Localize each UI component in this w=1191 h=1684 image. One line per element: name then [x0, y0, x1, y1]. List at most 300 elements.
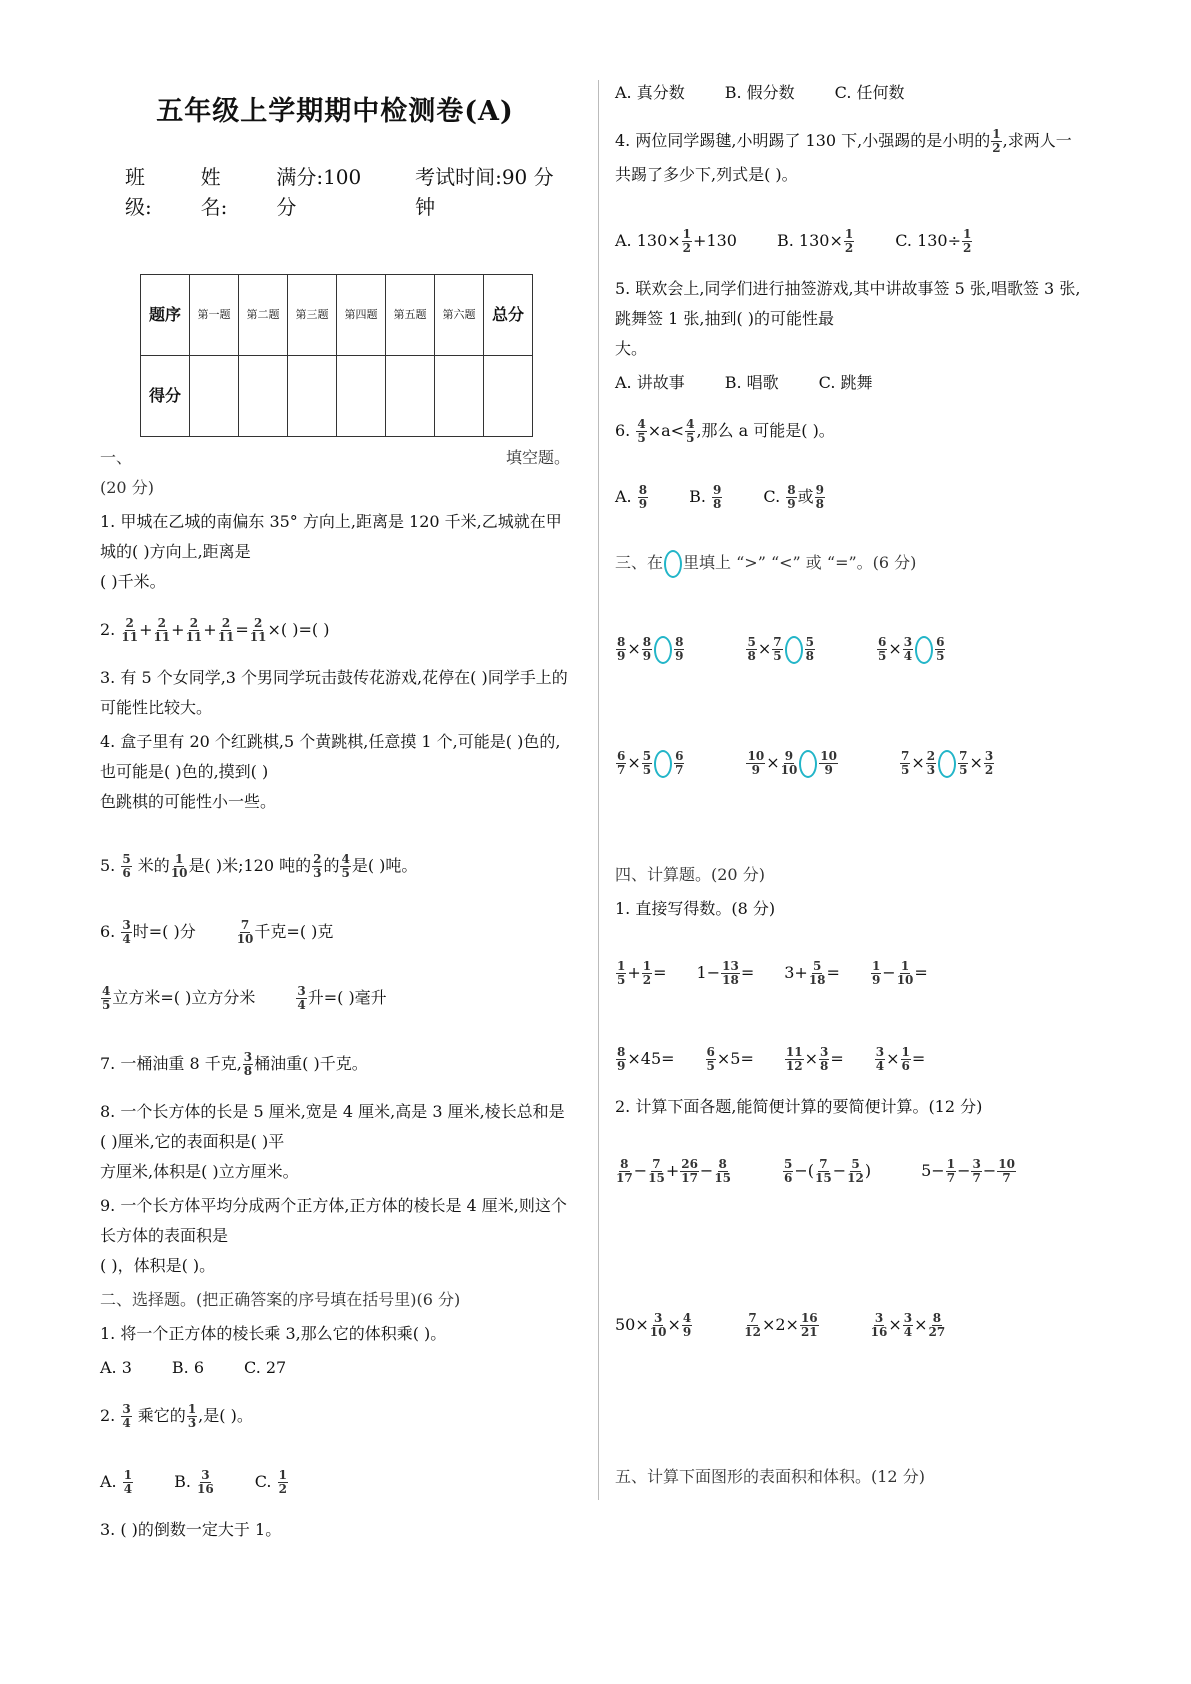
expr-text: =: [653, 963, 667, 982]
fraction: [642, 960, 652, 987]
denominator: 2: [992, 141, 1001, 155]
expr-text: ,那么 a 可能是( )。: [696, 421, 835, 440]
direct-calc-item: [697, 956, 755, 990]
question-2-4-options: [615, 224, 1085, 258]
question-1-7: [100, 1047, 570, 1081]
column-header: 第一题: [190, 275, 239, 356]
section4-title: 四、计算题。(20 分): [615, 865, 765, 884]
fraction: [929, 1312, 946, 1339]
expr-text: 2.: [100, 1406, 121, 1425]
calc-row: [615, 1308, 1085, 1342]
numerator: 8: [675, 635, 684, 649]
denominator: 4: [123, 1482, 133, 1496]
column-header: 第六题: [435, 275, 484, 356]
fraction: [312, 853, 322, 880]
option-a: A. 讲故事: [615, 373, 685, 392]
fraction: [847, 1158, 864, 1185]
question-2-6: [615, 414, 1085, 448]
column-header: 第二题: [239, 275, 288, 356]
question-1-1-cont: ( )千米。: [100, 572, 166, 591]
fraction: [616, 1158, 633, 1185]
fraction: [901, 1046, 911, 1073]
denominator: 27: [928, 1325, 946, 1339]
denominator: 15: [648, 1171, 665, 1185]
answer-circle[interactable]: [664, 550, 682, 578]
numerator: 4: [682, 1311, 692, 1325]
fraction: [962, 228, 972, 255]
question-1-1: 1. 甲城在乙城的南偏东 35° 方向上,距离是 120 千米,乙城就在甲城的( )方向上,距离是: [100, 512, 562, 561]
fraction: [296, 985, 306, 1012]
option-b: [777, 224, 855, 258]
answer-circle[interactable]: [785, 636, 803, 664]
score-table-score-row: [141, 356, 533, 437]
question-1-8-cont: 方厘米,体积是( )立方厘米。: [100, 1162, 299, 1181]
numerator: 1: [963, 227, 972, 241]
exam-info: [100, 162, 570, 222]
expr-text: 7. 一桶油重 8 千克,: [100, 1054, 242, 1073]
fraction: [642, 636, 652, 663]
numerator: 3: [984, 749, 994, 763]
expr-text: =: [914, 963, 928, 982]
numerator: 1: [871, 959, 881, 973]
fraction: [871, 1312, 888, 1339]
expr-text: +130: [693, 231, 737, 250]
denominator: 5: [901, 763, 910, 777]
expr-text: ×: [804, 1049, 818, 1068]
direct-calc-item: [705, 1042, 754, 1076]
compare-item[interactable]: [899, 746, 995, 780]
answer-circle[interactable]: [654, 636, 672, 664]
section1-header: [100, 443, 570, 473]
numerator: 3: [122, 918, 131, 932]
numerator: 1: [187, 1402, 197, 1416]
expr-text: =: [911, 1049, 926, 1068]
question-1-4: 4. 盒子里有 20 个红跳棋,5 个黄跳棋,任意摸 1 个,可能是( )色的,也可能是( )色的,摸到( ): [100, 732, 561, 781]
expr-text: 6.: [615, 421, 636, 440]
fraction: [616, 636, 626, 663]
denominator: 2: [984, 763, 994, 777]
numerator: 4: [686, 417, 695, 431]
expr-text: =: [826, 963, 840, 982]
denominator: 9: [787, 497, 796, 511]
expr-text: −: [957, 1161, 971, 1180]
expr-text: −(: [794, 1161, 815, 1180]
section1-points: (20 分): [100, 478, 154, 497]
expr-text: ,求两人一共踢了多少下,列式是( )。: [615, 131, 1072, 184]
denominator: 7: [675, 763, 684, 777]
question-1-2: [100, 613, 570, 647]
row-header: 得分: [141, 356, 190, 437]
numerator: 3: [201, 1468, 210, 1482]
denominator: 4: [903, 1325, 913, 1339]
expr-text: ×: [667, 1315, 681, 1334]
direct-calc-row: [615, 1042, 1085, 1076]
expr-text: =: [235, 620, 249, 639]
numerator: 2: [221, 616, 231, 630]
denominator: 6: [122, 866, 131, 880]
fraction: [616, 750, 626, 777]
numerator: 1: [992, 127, 1001, 141]
numerator: 6: [877, 635, 887, 649]
denominator: 4: [297, 998, 306, 1012]
expr-text: 3+: [784, 963, 808, 982]
compare-item[interactable]: [615, 746, 685, 780]
fraction: [721, 960, 740, 987]
answer-circle[interactable]: [654, 750, 672, 778]
denominator: 9: [675, 649, 684, 663]
numerator: 3: [820, 1045, 829, 1059]
expr-text: A.: [615, 487, 637, 506]
fraction: [616, 1046, 626, 1073]
numerator: 5: [747, 635, 756, 649]
fraction: [714, 1158, 731, 1185]
numerator: 3: [653, 1311, 663, 1325]
question-2-5: 5. 联欢会上,同学们进行抽签游戏,其中讲故事签 5 张,唱歌签 3 张,跳舞签 1 张,抽到( )的可能性最: [615, 279, 1081, 328]
denominator: 5: [686, 431, 695, 445]
fraction: [674, 750, 684, 777]
denominator: 9: [617, 1059, 626, 1073]
expr-text: A.: [100, 1472, 122, 1491]
score-table-header-row: [141, 275, 533, 356]
name-label: 姓名:: [200, 165, 228, 219]
numerator: 3: [903, 635, 913, 649]
expr-text: B. 130×: [776, 231, 843, 250]
expr-text: 里填上 “>” “<” 或 “=”。(6 分): [683, 553, 917, 572]
numerator: 4: [341, 852, 350, 866]
fraction: [991, 128, 1001, 155]
fraction: [935, 636, 945, 663]
denominator: 16: [197, 1482, 214, 1496]
denominator: 6: [784, 1171, 793, 1185]
denominator: 21: [800, 1325, 818, 1339]
fraction: [121, 617, 138, 644]
expr-text: C.: [763, 487, 786, 506]
denominator: 11: [153, 630, 171, 644]
numerator: 26: [681, 1157, 698, 1171]
score-cell[interactable]: [190, 356, 239, 437]
question-1-8: 8. 一个长方体的长是 5 厘米,宽是 4 厘米,高是 3 厘米,棱长总和是( )厘米,它的表面积是( )平: [100, 1102, 565, 1151]
calc-item: [921, 1154, 1017, 1188]
numerator: 7: [819, 1157, 828, 1171]
denominator: 3: [313, 866, 322, 880]
fraction: [815, 484, 825, 511]
calc-item: [615, 1308, 693, 1342]
calc-item: [782, 1154, 871, 1188]
question-2-1-options: [100, 1353, 570, 1383]
numerator: 7: [773, 635, 782, 649]
answer-circle[interactable]: [915, 636, 933, 664]
expr-text: C.: [254, 1472, 277, 1491]
compare-item[interactable]: [615, 632, 685, 666]
fraction: [123, 1469, 133, 1496]
denominator: 10: [170, 866, 188, 880]
numerator: 7: [652, 1157, 661, 1171]
denominator: 10: [896, 973, 914, 987]
fraction: [819, 750, 838, 777]
expr-text: 乘它的: [132, 1406, 186, 1425]
question-1-6-row2: [100, 981, 570, 1015]
numerator: 5: [122, 852, 131, 866]
fraction: [903, 1312, 913, 1339]
denominator: 8: [713, 497, 722, 511]
expr-text: −: [982, 1161, 997, 1180]
fraction: [153, 617, 170, 644]
numerator: 3: [903, 1311, 913, 1325]
option-c: C. 27: [244, 1358, 287, 1377]
expr-text: +: [627, 963, 641, 982]
fraction: [636, 418, 646, 445]
fraction: [278, 1469, 288, 1496]
fraction: [958, 750, 968, 777]
denominator: 4: [122, 1416, 131, 1430]
numerator: 1: [900, 959, 910, 973]
fraction: [984, 750, 994, 777]
section2-title: 二、选择题。(把正确答案的序号填在括号里)(6 分): [100, 1290, 461, 1309]
numerator: 10: [998, 1157, 1015, 1171]
option-b: B. 6: [171, 1358, 205, 1377]
question-2-6-options: [615, 480, 1085, 514]
class-label: 班级:: [125, 165, 152, 219]
score-cell[interactable]: [337, 356, 386, 437]
column-header: 总分: [484, 275, 533, 356]
calc-item: [743, 1308, 819, 1342]
fraction: [997, 1158, 1016, 1185]
fraction: [903, 636, 913, 663]
denominator: 2: [278, 1482, 287, 1496]
question-1-5: [100, 849, 570, 883]
option-a: A. 3: [100, 1358, 132, 1377]
expr-text: 50×: [615, 1315, 649, 1334]
score-cell[interactable]: [239, 356, 288, 437]
fraction: [674, 636, 684, 663]
compare-item[interactable]: [745, 632, 815, 666]
denominator: 5: [936, 649, 945, 663]
option-c: C. 跳舞: [818, 373, 873, 392]
score-cell[interactable]: [484, 356, 533, 437]
row-header: 题序: [141, 275, 190, 356]
numerator: 3: [972, 1157, 981, 1171]
question-2-3-options: [615, 78, 1085, 108]
direct-calc-item: [615, 1042, 675, 1076]
question-2-3: 3. ( )的倒数一定大于 1。: [100, 1520, 282, 1539]
answer-circle[interactable]: [799, 750, 817, 778]
score-table: [140, 274, 533, 437]
numerator: 8: [787, 483, 796, 497]
denominator: 11: [121, 630, 139, 644]
denominator: 11: [185, 630, 203, 644]
expr-text: 三、在: [615, 553, 664, 572]
expr-text: ×: [766, 753, 780, 772]
question-2-2: [100, 1399, 570, 1433]
calc-row: [615, 1154, 1085, 1188]
section4-sub2: 2. 计算下面各题,能简便计算的要简便计算。(12 分): [615, 1097, 983, 1116]
option-c: [255, 1465, 289, 1499]
numerator: 11: [785, 1045, 803, 1059]
expr-text: 1−: [696, 963, 721, 982]
fraction: [121, 853, 131, 880]
option-c: C. 任何数: [834, 83, 905, 102]
option-c: [895, 224, 973, 258]
numerator: 9: [815, 483, 824, 497]
fraction: [815, 1158, 832, 1185]
score-cell[interactable]: [435, 356, 484, 437]
numerator: 2: [253, 616, 263, 630]
denominator: 7: [946, 1171, 956, 1185]
fraction: [971, 1158, 981, 1185]
expr-text: A. 130×: [615, 231, 681, 250]
direct-calc-item: [870, 956, 928, 990]
fraction: [946, 1158, 956, 1185]
expr-text: ×: [911, 753, 925, 772]
denominator: 12: [744, 1325, 761, 1339]
numerator: 1: [642, 959, 652, 973]
numerator: 6: [706, 1045, 715, 1059]
score-cell[interactable]: [386, 356, 435, 437]
expr-text: 或: [797, 487, 814, 506]
numerator: 5: [784, 1157, 793, 1171]
denominator: 17: [616, 1171, 633, 1185]
fraction: [746, 636, 756, 663]
fraction: [712, 484, 722, 511]
fraction: [786, 484, 796, 511]
denominator: 4: [875, 1059, 885, 1073]
denominator: 7: [617, 763, 626, 777]
fraction: [875, 1046, 885, 1073]
numerator: 5: [642, 749, 652, 763]
question-1-9-cont: ( )，体积是( )。: [100, 1256, 216, 1275]
numerator: 16: [800, 1311, 818, 1325]
expr-text: 升=( )毫升: [307, 988, 387, 1007]
section1-title: 填空题。: [505, 448, 570, 467]
fraction: [650, 1312, 667, 1339]
direct-calc-item: [784, 956, 840, 990]
numerator: 3: [874, 1311, 884, 1325]
expr-text: 米的: [132, 856, 170, 875]
fraction: [844, 228, 854, 255]
numerator: 6: [617, 749, 626, 763]
expr-text: ×: [886, 1049, 900, 1068]
expr-text: −: [882, 963, 896, 982]
expr-text: ×: [888, 639, 902, 658]
fraction: [237, 919, 254, 946]
denominator: 8: [815, 497, 824, 511]
score-cell[interactable]: [288, 356, 337, 437]
fraction: [926, 750, 936, 777]
denominator: 2: [682, 241, 692, 255]
numerator: 8: [642, 635, 652, 649]
numerator: 1: [946, 1157, 956, 1171]
denominator: 9: [871, 973, 881, 987]
expr-text: ×2×: [761, 1315, 799, 1334]
fraction: [171, 853, 188, 880]
expr-text: 桶油重( )千克。: [254, 1054, 368, 1073]
numerator: 8: [620, 1157, 629, 1171]
denominator: 12: [785, 1059, 803, 1073]
fraction: [871, 960, 881, 987]
denominator: 18: [722, 973, 739, 987]
expr-text: +: [171, 620, 185, 639]
fraction: [800, 1312, 819, 1339]
column-header: 第三题: [288, 275, 337, 356]
denominator: 8: [805, 649, 814, 663]
section3-title: [615, 546, 1085, 580]
question-2-5-cont: 大。: [615, 339, 648, 358]
denominator: 10: [780, 763, 798, 777]
expr-text: 立方米=( )立方分米: [112, 988, 256, 1007]
expr-text: 2.: [100, 620, 121, 639]
option-a: [615, 224, 737, 258]
question-2-4: [615, 124, 1085, 192]
question-2-5-options: [615, 368, 1085, 398]
expr-text: −: [699, 1161, 714, 1180]
fraction: [187, 1403, 197, 1430]
denominator: 15: [815, 1171, 832, 1185]
numerator: 13: [722, 959, 739, 973]
compare-item[interactable]: [745, 746, 839, 780]
option-a: [100, 1465, 134, 1499]
expr-text: ×a<: [647, 421, 685, 440]
section5-title: 五、计算下面图形的表面积和体积。(12 分): [615, 1467, 925, 1486]
option-c: [763, 480, 826, 514]
denominator: 11: [249, 630, 267, 644]
numerator: 3: [875, 1045, 885, 1059]
expr-text: 5.: [100, 856, 121, 875]
numerator: 3: [297, 984, 306, 998]
expr-text: ×5=: [716, 1049, 754, 1068]
expr-text: 6.: [100, 922, 121, 941]
question-1-6d: [295, 981, 386, 1015]
denominator: 9: [617, 649, 626, 663]
fraction: [781, 750, 798, 777]
denominator: 9: [638, 497, 648, 511]
numerator: 4: [102, 984, 111, 998]
expr-text: 是( )吨。: [351, 856, 418, 875]
numerator: 7: [748, 1311, 757, 1325]
numerator: 9: [713, 483, 722, 497]
fraction: [642, 750, 652, 777]
question-2-2-options: [100, 1465, 570, 1499]
numerator: 7: [901, 749, 910, 763]
denominator: 5: [877, 649, 887, 663]
expr-text: +: [203, 620, 217, 639]
denominator: 5: [637, 431, 646, 445]
section1-prefix: 一、: [100, 448, 133, 467]
denominator: 7: [1002, 1171, 1011, 1185]
denominator: 9: [682, 1325, 692, 1339]
fraction: [819, 1046, 829, 1073]
question-1-3: 3. 有 5 个女同学,3 个男同学玩击鼓传花游戏,花停在( )同学手上的可能性比较大。: [100, 668, 568, 717]
question-2-1: 1. 将一个正方体的棱长乘 3,那么它的体积乘( )。: [100, 1324, 447, 1343]
denominator: 8: [747, 649, 756, 663]
denominator: 11: [217, 630, 235, 644]
expr-text: C. 130÷: [895, 231, 962, 250]
expr-text: 时=( )分: [132, 922, 196, 941]
compare-item[interactable]: [876, 632, 946, 666]
denominator: 4: [903, 649, 913, 663]
expr-text: −: [633, 1161, 648, 1180]
answer-circle[interactable]: [938, 750, 956, 778]
fraction: [121, 919, 131, 946]
fraction: [101, 985, 111, 1012]
numerator: 8: [932, 1311, 942, 1325]
denominator: 7: [972, 1171, 981, 1185]
numerator: 2: [189, 616, 199, 630]
denominator: 12: [847, 1171, 864, 1185]
numerator: 1: [123, 1468, 133, 1482]
numerator: 2: [157, 616, 166, 630]
numerator: 8: [617, 635, 626, 649]
expr-text: ,是( )。: [198, 1406, 253, 1425]
